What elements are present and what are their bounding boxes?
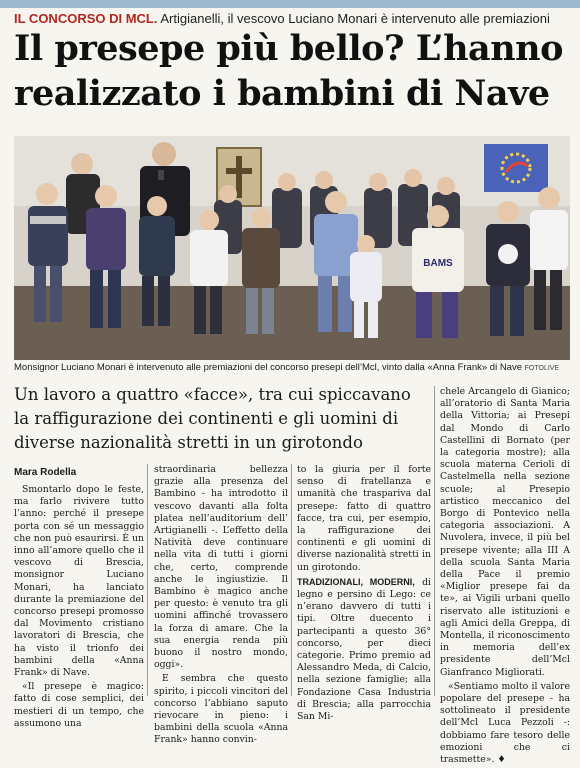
column-rule [434, 386, 435, 696]
paragraph: to la giuria per il forte senso di fratellanza e umanità che traspariva dal presepe: fatto di quattro facce, tra cui, per esempio, la raffigurazione dei continenti e gli uomini di diverse nazionalità stretti in un girotondo. [297, 464, 431, 573]
paragraph-text: di legno e persino di Lego: ce n’erano davvero di tutti i tipi. Oltre duecento i partecipanti a questo 36° concorso, per dieci categorie. Primo premio ad Alessandro Meda, di Calcio, nella sezione famiglie; alla Fondazione Casa Industria di Brescia; alla parrocchia San Mi- [297, 576, 431, 723]
paragraph: «Sentiamo molto il valore popolare del presepe - ha sottolineato il presidente dell’Mcl Luca Pezzoli -: dobbiamo fare tesoro delle emozioni che ci trasmette». ♦ [440, 680, 570, 766]
article-column-3 [297, 464, 431, 725]
kicker-text: Artigianelli, il vescovo Luciano Monari è intervenuto alle premiazioni [160, 11, 550, 26]
top-color-band [0, 0, 580, 8]
paragraph: chele Arcangelo di Gianico; all’oratorio di Santa Maria della Vittoria; ai Presepi dal Mondo di Carlo Castellini di Bornato (per la categoria mostre); alla scuola materna Cerioli di Castelmella nella sezione scuole; al Presepio artistico meccanico del Borgo di Pontevico nella categoria associazioni. A Nuvolera, invece, il più bel presepe vivente; alla III A della scuola Santa Maria della Pace il premio «Miglior presepe fai da te», ai Vigili urbani quello riservato alle istituzioni e agli Amici della Greppa, di Montella, il riconoscimento in memoria dell’ex presidente dell’Mcl Gianfranco Migliorati. [440, 386, 570, 678]
article-column-1 [14, 484, 144, 732]
paragraph: straordinaria bellezza grazie alla presenza del Bambino - ha introdotto il vescovo davanti alla folta platea nell’auditorium dell’ Artigianelli -. L’effetto della Natività deve continuare nella vita di tutti i giorni che, certo, comprende anche le ingiustizie. Il Bambino è magico anche per questo: è venuto tra gli uomini affinché trovassero la forza di amare. Che la sua energia renda più buono il nostro mondo, oggi». [154, 464, 288, 671]
column-rule [147, 464, 148, 696]
photo-caption [14, 362, 570, 375]
paragraph-runin [297, 576, 431, 723]
article-photo [14, 136, 570, 360]
article-column-4 [440, 386, 570, 768]
sweatshirt-print: BAMS [423, 258, 453, 269]
photo-credit: FOTOLIVE [524, 365, 560, 372]
paragraph: E sembra che questo spirito, i piccoli vincitori del concorso l’abbiano saputo rievocare in pieno: i bambini della scuola «Anna Frank» hanno convin- [154, 673, 288, 746]
kicker [14, 11, 570, 27]
deck-subheadline: Un lavoro a quattro «facce», tra cui spiccavano la raffigurazione dei continenti e gli uomini di diverse nazionalità stretti in un girotondo [14, 385, 411, 452]
caption-text: Monsignor Luciano Monari è intervenuto alle premiazioni del concorso presepi dell’Mcl, vinto dalla «Anna Frank» di Nave [14, 362, 522, 373]
kicker-label: IL CONCORSO DI MCL. [14, 11, 158, 26]
group-photo-illustration [14, 136, 570, 360]
paragraph: Smontarlo dopo le feste, ma farlo rivivere tutto l’anno: perché il presepe porta con sé un messaggio che non può esaurirsi. È un inno all’amore quello che il vescovo di Brescia, monsignor Luciano Monari, ha lanciato durante la premiazione del concorso presepi promosso dal Movimento cristiano lavoratori di Brescia, che ha visto il trionfo dei bambini della «Anna Frank» di Nave. [14, 484, 144, 679]
runin-heading: TRADIZIONALI, MODERNI, [297, 576, 415, 587]
column-rule [291, 464, 292, 696]
byline: Mara Rodella [14, 467, 77, 478]
article-column-2 [154, 464, 288, 749]
flag-icon [484, 144, 548, 192]
paragraph: «Il presepe è magico: fatto di cose semplici, dei mestieri di un tempo, che assumono una [14, 681, 144, 729]
headline: Il presepe più bello? L’hanno realizzato i bambini di Nave [14, 28, 563, 114]
